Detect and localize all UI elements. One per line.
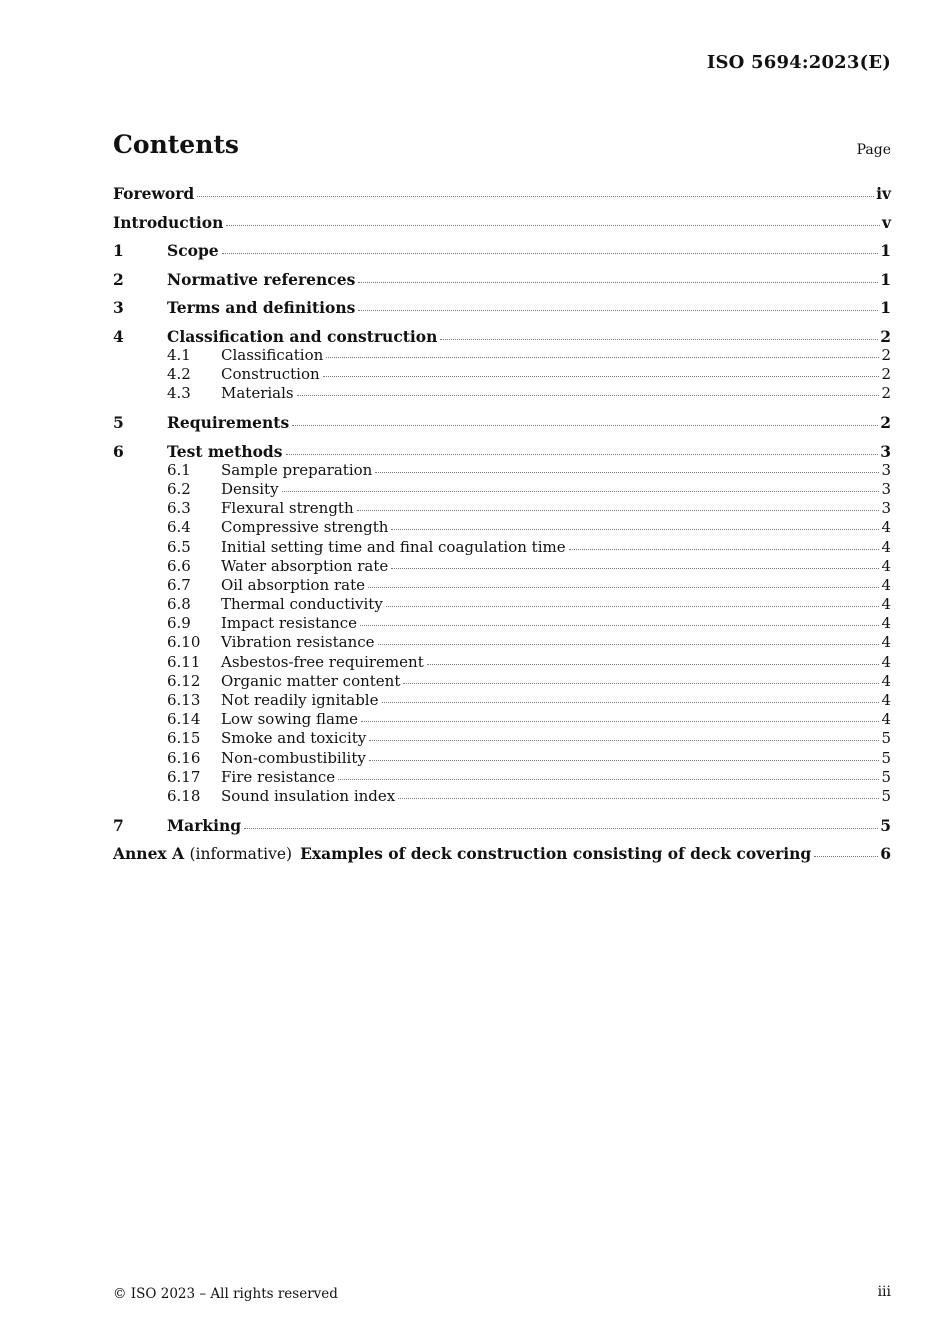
toc-subentry[interactable] (113, 729, 891, 748)
toc-page-number: 3 (880, 441, 891, 461)
toc-page-number: 4 (881, 710, 891, 729)
toc-entry-number: 2 (113, 269, 124, 289)
dot-leader (569, 549, 880, 550)
dot-leader (286, 454, 879, 455)
toc-entry[interactable] (113, 241, 891, 260)
dot-leader (360, 625, 879, 626)
toc-entry-title: Sound insulation index (221, 786, 396, 805)
toc-entry-number: 6.5 (167, 537, 191, 556)
toc-entry-number: 6 (113, 441, 124, 461)
dot-leader (197, 196, 874, 197)
toc-subentry[interactable] (113, 595, 891, 614)
dot-leader (391, 568, 879, 569)
toc-page-number: 1 (880, 298, 891, 318)
toc-entry-title: Sample preparation (221, 460, 373, 479)
toc-subentry[interactable] (113, 365, 891, 384)
dot-leader (369, 740, 879, 741)
toc-entry-number: 6.13 (167, 691, 201, 710)
toc-entry[interactable] (113, 298, 891, 317)
toc-page-number: 3 (881, 460, 891, 479)
toc-subentry[interactable] (113, 633, 891, 652)
toc-entry-number: 4.1 (167, 346, 191, 365)
toc-entry-number: 6.4 (167, 518, 191, 537)
dot-leader (398, 798, 879, 799)
toc-page-number: 4 (881, 671, 891, 690)
dot-leader (391, 529, 879, 530)
toc-page-number: 4 (881, 575, 891, 594)
toc-page-number: 4 (881, 518, 891, 537)
toc-entry[interactable] (113, 844, 891, 863)
annex-type: (informative) (189, 845, 293, 864)
toc-entry-title: Marking (167, 815, 242, 835)
toc-entry-number: 6.15 (167, 729, 201, 748)
toc-entry-title: Requirements (167, 413, 290, 433)
toc-entry-title: Foreword (113, 184, 195, 203)
toc-entry-number: 4.2 (167, 365, 191, 384)
toc-page-number: 2 (880, 413, 891, 433)
toc-page-number: 2 (881, 346, 891, 365)
toc-page-number: 2 (880, 326, 891, 346)
toc-page-number: 1 (880, 269, 891, 289)
dot-leader (244, 828, 878, 829)
toc-page-number: iv (876, 184, 891, 203)
toc-subentry[interactable] (113, 384, 891, 403)
toc-subentry[interactable] (113, 672, 891, 691)
toc-entry-title: Introduction (113, 212, 224, 232)
dot-leader (358, 310, 878, 311)
toc-subentry[interactable] (113, 768, 891, 787)
toc-entry-title: Density (221, 479, 279, 498)
dot-leader (403, 683, 879, 684)
dot-leader (386, 606, 880, 607)
toc-entry-number: 6.14 (167, 710, 201, 729)
toc-entry-title: Organic matter content (221, 671, 401, 690)
dot-leader (382, 702, 880, 703)
toc-entry[interactable] (113, 270, 891, 289)
toc-entry-title: Initial setting time and final coagulation time (221, 537, 566, 556)
toc-entry-title: Not readily ignitable (221, 691, 379, 710)
toc-subentry[interactable] (113, 653, 891, 672)
dot-leader (440, 339, 878, 340)
toc-page-number: 4 (881, 595, 891, 614)
toc-entry-title: Compressive strength (221, 518, 389, 537)
toc-subentry[interactable] (113, 518, 891, 537)
toc-entry-title: Fire resistance (221, 767, 336, 786)
dot-leader (338, 779, 879, 780)
toc-entry-number: 6.3 (167, 499, 191, 518)
toc-entry-title: Asbestos-free requirement (221, 652, 424, 671)
toc-entry-title: Construction (221, 365, 320, 384)
dot-leader (282, 491, 880, 492)
toc-subentry[interactable] (113, 576, 891, 595)
toc-entry-title: Normative references (167, 269, 356, 289)
toc-page-number: 2 (881, 384, 891, 403)
toc-entry-title: Oil absorption rate (221, 575, 366, 594)
toc-entry-title: Test methods (167, 441, 283, 461)
toc-subentry[interactable] (113, 346, 891, 365)
table-of-contents (113, 184, 891, 863)
toc-entry-number: 6.16 (167, 748, 201, 767)
document-id: ISO 5694:2023(E) (706, 52, 891, 73)
toc-entry-title: Terms and definitions (167, 298, 356, 318)
toc-page-number: 3 (881, 479, 891, 498)
toc-entry-title: Materials (221, 384, 294, 403)
dot-leader (368, 587, 879, 588)
toc-entry[interactable] (113, 442, 891, 461)
toc-page-number: 4 (881, 614, 891, 633)
contents-heading: Contents (113, 130, 240, 159)
toc-entry-title: Non-combustibility (221, 748, 366, 767)
dot-leader (326, 357, 879, 358)
toc-page-number: 4 (881, 652, 891, 671)
toc-subentry[interactable] (113, 557, 891, 576)
toc-subentry[interactable] (113, 499, 891, 518)
toc-entry-number: 5 (113, 413, 124, 433)
dot-leader (369, 760, 880, 761)
toc-entry-title: Scope (167, 241, 219, 261)
toc-entry-number: 6.2 (167, 479, 191, 498)
toc-page-number: 4 (881, 556, 891, 575)
page-column-label: Page (856, 142, 891, 158)
toc-subentry[interactable] (113, 538, 891, 557)
toc-entry-number: 4.3 (167, 384, 191, 403)
page-number: iii (877, 1284, 891, 1300)
toc-page-number: 4 (881, 691, 891, 710)
toc-entry[interactable] (113, 413, 891, 432)
toc-entry-title: Classification (221, 346, 324, 365)
toc-entry[interactable] (113, 327, 891, 346)
toc-page-number: 5 (881, 748, 891, 767)
toc-entry-title: Low sowing flame (221, 710, 359, 729)
toc-page-number: 4 (881, 537, 891, 556)
toc-entry-title: Smoke and toxicity (221, 729, 367, 748)
dot-leader (357, 510, 880, 511)
dot-leader (292, 425, 878, 426)
dot-leader (814, 856, 878, 857)
toc-entry-number: 6.8 (167, 595, 191, 614)
dot-leader (378, 644, 880, 645)
toc-entry-title: Examples of deck construction consisting of deck covering (300, 844, 812, 864)
toc-page-number: 5 (880, 815, 891, 835)
toc-entry-title: Water absorption rate (221, 556, 389, 575)
toc-entry-title: Flexural strength (221, 499, 354, 518)
toc-subentry[interactable] (113, 710, 891, 729)
annex-label: Annex A (113, 844, 185, 864)
dot-leader (361, 721, 879, 722)
toc-page-number: 2 (881, 365, 891, 384)
toc-page-number: 5 (881, 729, 891, 748)
toc-page-number: 6 (880, 844, 891, 864)
toc-entry-number: 6.17 (167, 767, 201, 786)
dot-leader (427, 664, 880, 665)
toc-subentry[interactable] (113, 480, 891, 499)
toc-page-number: 1 (880, 241, 891, 261)
toc-entry-number: 7 (113, 815, 124, 835)
toc-entry-number: 6.7 (167, 575, 191, 594)
toc-page-number: 4 (881, 633, 891, 652)
toc-entry-title: Thermal conductivity (221, 595, 383, 614)
dot-leader (226, 225, 880, 226)
toc-entry-number: 3 (113, 298, 124, 318)
toc-page-number: 5 (881, 786, 891, 805)
toc-entry-number: 6.10 (167, 633, 201, 652)
toc-entry-number: 6.9 (167, 614, 191, 633)
toc-page-number: 5 (881, 767, 891, 786)
toc-page-number: v (881, 212, 891, 232)
toc-entry[interactable] (113, 816, 891, 835)
dot-leader (222, 253, 879, 254)
toc-page-number: 3 (881, 499, 891, 518)
toc-subentry[interactable] (113, 787, 891, 806)
toc-entry-title: Impact resistance (221, 614, 358, 633)
toc-entry-number: 6.18 (167, 786, 201, 805)
toc-entry-number: 6.1 (167, 460, 191, 479)
toc-entry-number: 1 (113, 241, 124, 261)
dot-leader (323, 376, 880, 377)
dot-leader (297, 395, 880, 396)
toc-entry-number: 6.11 (167, 652, 201, 671)
toc-entry-title: Classification and construction (167, 326, 438, 346)
toc-entry-title: Vibration resistance (221, 633, 375, 652)
toc-entry[interactable] (113, 184, 891, 203)
toc-subentry[interactable] (113, 461, 891, 480)
copyright-notice: © ISO 2023 – All rights reserved (113, 1286, 338, 1302)
toc-subentry[interactable] (113, 749, 891, 768)
dot-leader (358, 282, 878, 283)
toc-subentry[interactable] (113, 614, 891, 633)
toc-entry-number: 6.6 (167, 556, 191, 575)
toc-subentry[interactable] (113, 691, 891, 710)
toc-entry[interactable] (113, 213, 891, 232)
toc-entry-number: 4 (113, 326, 124, 346)
toc-entry-number: 6.12 (167, 671, 201, 690)
dot-leader (375, 472, 879, 473)
